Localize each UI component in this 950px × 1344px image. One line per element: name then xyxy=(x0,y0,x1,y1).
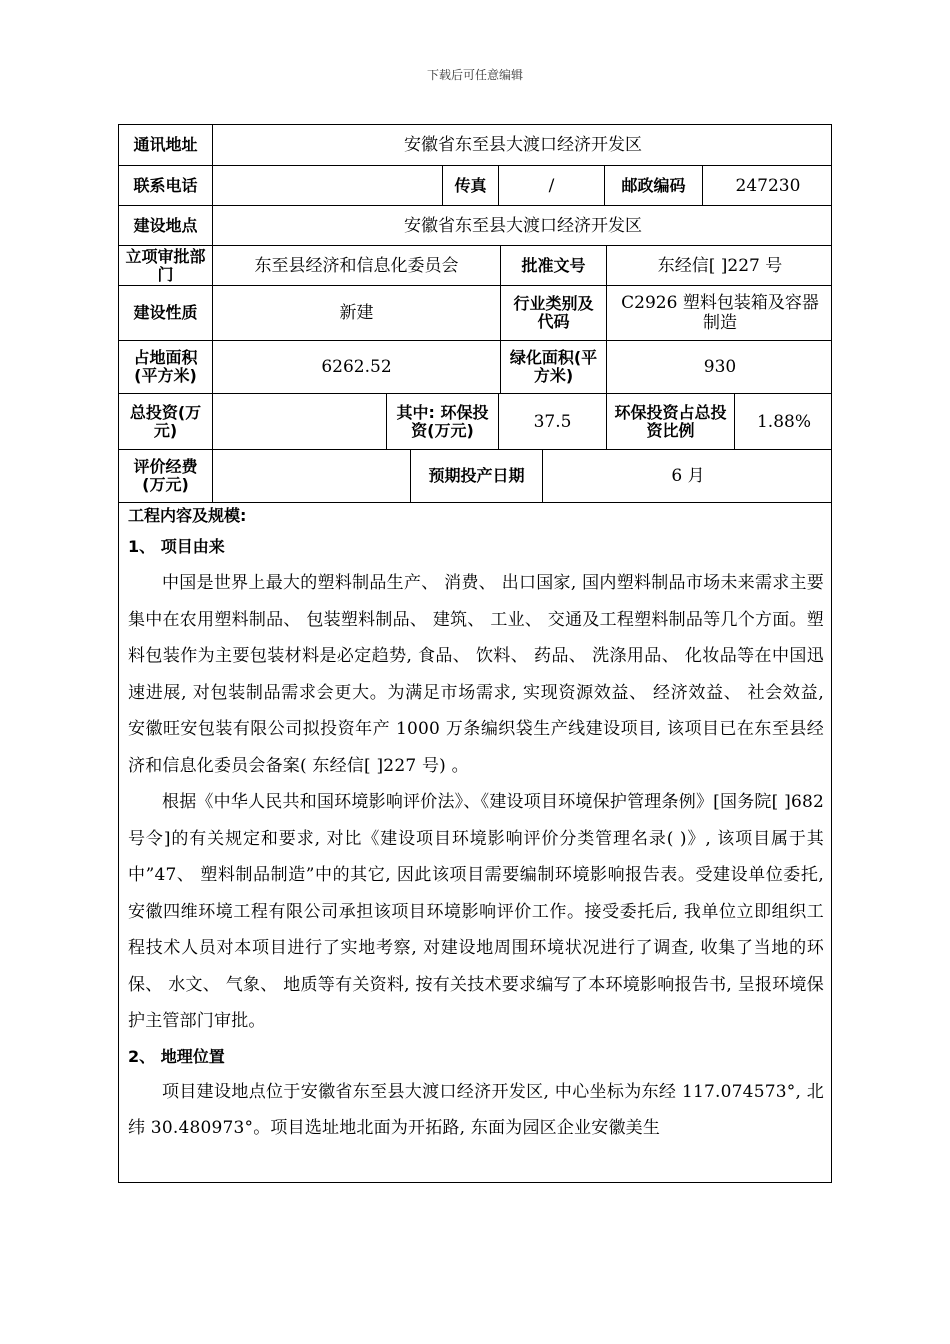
ratio-value: 1.88% xyxy=(735,394,832,450)
site-label: 建设地点 xyxy=(119,206,213,246)
postal-label: 邮政编码 xyxy=(605,166,703,206)
approval-dept-label: 立项审批部门 xyxy=(119,246,213,286)
start-date-label: 预期投产日期 xyxy=(411,450,543,503)
nature-value: 新建 xyxy=(213,286,501,341)
fax-label: 传真 xyxy=(443,166,499,206)
document-frame xyxy=(118,124,832,1183)
ratio-label: 环保投资占总投资比例 xyxy=(607,394,735,450)
content-heading: 工程内容及规模: xyxy=(128,506,247,525)
eval-fee-value xyxy=(213,450,411,503)
invest-label: 总投资(万元) xyxy=(119,394,213,450)
paragraph-2: 根据《中华人民共和国环境影响评价法》、《建设项目环境保护管理条例》[国务院[ ]682 号令]的有关规定和要求, 对比《建设项目环境影响评价分类管理名录( )》, 该项目属于其中”47、 塑料制品制造”中的其它, 因此该项目需要编制环境影响报告表。受建设单位委托, 安徽四维环境工程有限公司承担该项目环境影响评价工作。接受委托后, 我单位立即组织工程技术人员对本项目进行了实地考察, 对建设地周围环境状况进行了调查, 收集了当地的环保、 水文、 气象、 地质等有关资料, 按有关技术要求编写了本环境影响报告书, 呈报环境保护主管部门审批。 xyxy=(128,792,824,1031)
industry-label: 行业类别及代码 xyxy=(501,286,607,341)
nature-label: 建设性质 xyxy=(119,286,213,341)
site-value: 安徽省东至县大渡口经济开发区 xyxy=(213,206,832,246)
paragraph-1: 中国是世界上最大的塑料制品生产、 消费、 出口国家, 国内塑料制品市场未来需求主要集中在农用塑料制品、 包装塑料制品、 建筑、 工业、 交通及工程塑料制品等几个方面。塑料包装作为主要包装材料是必定趋势, 食品、 饮料、 药品、 洗涤用品、 化妆品等在中国迅速进展, 对包装制品需求会更大。为满足市场需求, 实现资源效益、 经济效益、 社会效益, 安徽旺安包装有限公司拟投资年产 1000 万条编织袋生产线建设项目, 该项目已在东至县经济和信息化委员会备案( 东经信[ ]227 号) 。 xyxy=(128,573,824,776)
address-label: 通讯地址 xyxy=(119,125,213,166)
invest-value xyxy=(213,394,387,450)
address-value: 安徽省东至县大渡口经济开发区 xyxy=(213,125,832,166)
industry-value: C2926 塑料包装箱及容器制造 xyxy=(607,286,832,341)
approval-no-label: 批准文号 xyxy=(501,246,607,286)
approval-no-value: 东经信[ ]227 号 xyxy=(607,246,832,286)
green-label: 绿化面积(平方米) xyxy=(501,341,607,394)
land-label: 占地面积(平方米) xyxy=(119,341,213,394)
green-value: 930 xyxy=(607,341,832,394)
paragraph-3: 项目建设地点位于安徽省东至县大渡口经济开发区, 中心坐标为东经 117.074573°, 北纬 30.480973°。项目选址地北面为开拓路, 东面为园区企业安徽美生 xyxy=(128,1081,824,1138)
env-invest-value: 37.5 xyxy=(499,394,607,450)
approval-dept-value: 东至县经济和信息化委员会 xyxy=(213,246,501,286)
phone-value xyxy=(213,166,443,206)
project-content xyxy=(119,503,832,1147)
section-1-title: 1、 项目由来 xyxy=(128,537,225,556)
postal-value: 247230 xyxy=(703,166,832,206)
eval-fee-label: 评价经费(万元) xyxy=(119,450,213,503)
start-date-value: 6 月 xyxy=(543,450,832,503)
phone-label: 联系电话 xyxy=(119,166,213,206)
env-invest-label: 其中: 环保投资(万元) xyxy=(387,394,499,450)
section-2-title: 2、 地理位置 xyxy=(128,1046,225,1066)
fax-value: / xyxy=(499,166,605,206)
land-value: 6262.52 xyxy=(213,341,501,394)
header-note: 下载后可任意编辑 xyxy=(426,68,523,82)
